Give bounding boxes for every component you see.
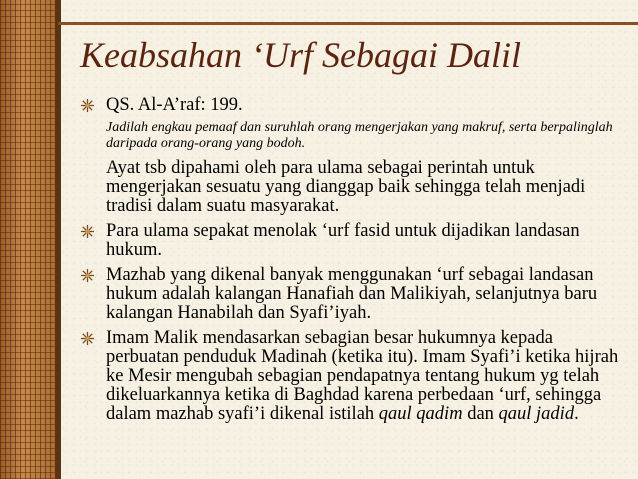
bullet-text-join: dan [462,404,499,424]
bullet-item [80,96,620,115]
slide-content [80,96,620,430]
term-qaul-jadid: qaul jadid [498,404,575,424]
vertical-divider [58,0,61,479]
star-burst-bullet-icon [80,98,95,113]
star-burst-bullet-icon [80,331,95,346]
star-burst-bullet-icon [80,224,95,239]
term-qaul-qadim: qaul qadim [378,404,463,424]
decorative-side-bar [0,0,58,479]
horizontal-divider [58,22,638,25]
bullet-text: QS. Al-A’raf: 199. [106,95,243,115]
slide-title: Keabsahan ‘Urf Sebagai Dalil [80,35,521,75]
verse-explanation: Ayat tsb dipahami oleh para ulama sebagai perintah untuk mengerjakan sesuatu yang dianggap baik sehingga telah menjadi tradisi dalam suatu masyarakat. [106,158,586,216]
bullet-text: Mazhab yang dikenal banyak menggunakan ‘urf sebagai landasan hukum adalah kalangan Hanafiah dan Malikiyah, selanjutnya baru kalangan Hanabilah dan Syafi’iyah. [106,265,598,323]
bullet-item [80,329,620,424]
star-burst-bullet-icon [80,268,95,283]
verse-translation: Jadilah engkau pemaaf dan suruhlah orang mengerjakan yang makruf, serta berpalinglah daripada orang-orang yang bodoh. [106,120,613,151]
bullet-item [80,222,620,260]
bullet-item [80,266,620,323]
bullet-text: Para ulama sepakat menolak ‘urf fasid untuk dijadikan landasan hukum. [106,221,580,260]
bullet-text: Imam Malik mendasarkan sebagian besar hukumnya kepada perbuatan penduduk Madinah (ketika itu). Imam Syafi’i ketika hijrah ke Mesir mengubah sebagian pendapatnya tentang hukum yg telah dikeluarkannya ketika di Baghdad karena perbedaan ‘urf, sehingga dalam mazhab syafi’i dikenal istilah [106,328,619,424]
bullet-text-end: . [574,404,579,424]
